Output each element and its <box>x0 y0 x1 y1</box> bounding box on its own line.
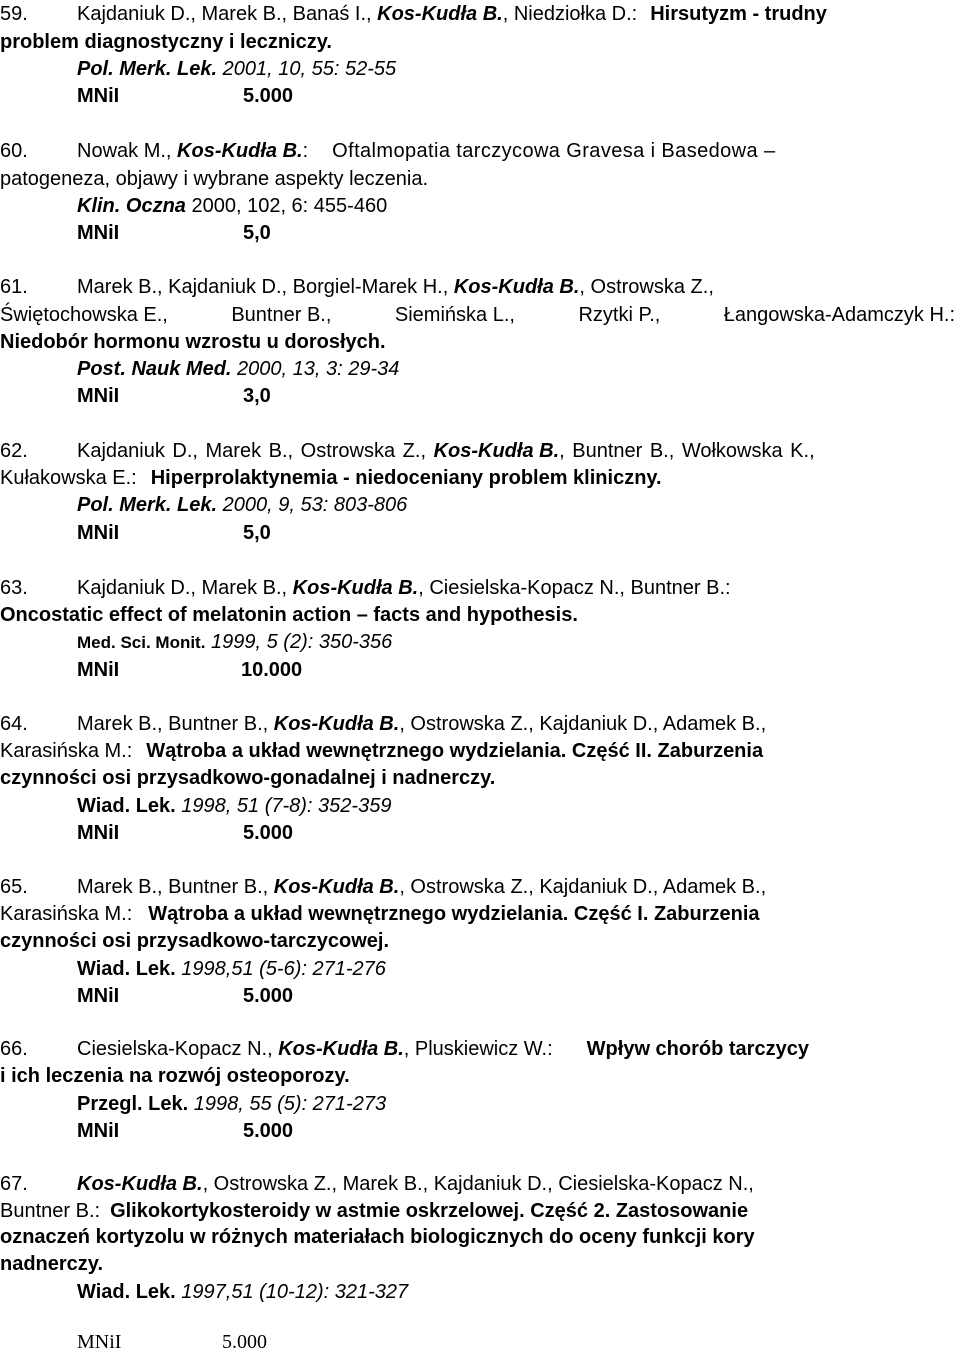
authors: Rzytki P., <box>578 304 661 326</box>
entry-60-citation <box>77 194 387 218</box>
authors: Łangowska-Adamczyk H.: <box>723 304 955 326</box>
entry-62-mnil <box>77 521 271 545</box>
author-highlight: Kos-Kudła B. <box>278 1038 404 1060</box>
citation: 2001, 10, 55: 52-55 <box>217 58 397 80</box>
journal: Wiad. Lek. <box>77 1281 176 1303</box>
journal: Klin. Oczna <box>77 195 186 217</box>
entry-64-line-2 <box>0 739 763 763</box>
entry-59-line-2 <box>0 30 332 54</box>
entry-67-mnil <box>77 1330 267 1354</box>
entry-63-line-1 <box>0 576 731 600</box>
authors: Ciesielska-Kopacz N., <box>77 1038 279 1060</box>
authors: Kajdaniuk D., Marek B., <box>77 577 293 599</box>
authors: Marek B., Buntner B., <box>77 713 274 735</box>
mnil-value: 5.000 <box>243 1120 294 1142</box>
article-title: patogeneza, objawy i wybrane aspekty leczenia. <box>0 168 429 190</box>
author-highlight: Kos-Kudła B. <box>273 876 400 898</box>
article-title: Wpływ chorób tarczycy <box>586 1038 809 1060</box>
mnil-value: 5,0 <box>243 522 271 544</box>
article-title: Oftalmopatia tarczycowa Gravesa i Basedowa – <box>332 140 776 162</box>
authors: Karasińska M.: <box>0 740 133 762</box>
authors: Siemińska L., <box>394 304 515 326</box>
author-highlight: Kos-Kudła B. <box>177 140 303 162</box>
authors: , Buntner B., Wołkowska K., <box>559 440 815 462</box>
entry-67-line-2 <box>0 1199 748 1223</box>
authors: Świętochowska E., <box>0 304 168 326</box>
entry-61-mnil <box>77 384 271 408</box>
authors: , Pluskiewicz W.: <box>403 1038 553 1060</box>
entry-number: 63. <box>0 577 28 599</box>
citation: 1997,51 (10-12): 321-327 <box>175 1281 409 1303</box>
article-title: czynności osi przysadkowo-tarczycowej. <box>0 930 390 952</box>
entry-number: 64. <box>0 713 28 735</box>
article-title: czynności osi przysadkowo-gonadalnej i nadnerczy. <box>0 767 496 789</box>
entry-67-citation <box>77 1280 408 1304</box>
authors: Marek B., <box>77 276 163 298</box>
article-title: problem diagnostyczny i leczniczy. <box>0 31 332 53</box>
entry-62-citation <box>77 493 407 517</box>
entry-64-mnil <box>77 821 294 845</box>
journal: Med. Sci. Monit. <box>77 633 206 652</box>
entry-60-line-1 <box>0 139 776 163</box>
article-title: oznaczeń kortyzolu w różnych materiałach biologicznych do oceny funkcji kory <box>0 1226 755 1248</box>
author-highlight: Kos-Kudła B. <box>377 3 503 25</box>
authors: : <box>302 140 309 162</box>
entry-62-line-1 <box>0 439 815 463</box>
authors: , Niedziołka D.: <box>502 3 638 25</box>
mnil-label: MNiI <box>77 85 120 107</box>
mnil-value: 3,0 <box>243 385 271 407</box>
mnil-label: MNiI <box>77 522 120 544</box>
authors: , Ostrowska Z., <box>579 276 714 298</box>
journal: Przegl. Lek. <box>77 1093 189 1115</box>
journal: Post. Nauk Med. <box>77 358 232 380</box>
article-title: Glikokortykosteroidy w astmie oskrzelowej. Część 2. Zastosowanie <box>110 1200 749 1222</box>
authors: , Ostrowska Z., Kajdaniuk D., Adamek B., <box>399 876 767 898</box>
entry-61-citation <box>77 357 399 381</box>
entry-65-line-2 <box>0 902 760 926</box>
entry-number: 60. <box>0 140 28 162</box>
entry-number: 59. <box>0 3 28 25</box>
authors: , Ciesielska-Kopacz N., Buntner B.: <box>418 577 731 599</box>
authors: , Ostrowska Z., Kajdaniuk D., Adamek B., <box>399 713 767 735</box>
authors: Karasińska M.: <box>0 903 133 925</box>
authors: Buntner B., <box>231 304 332 326</box>
mnil-label: MNiI <box>77 1331 122 1353</box>
citation: 1998, 51 (7-8): 352-359 <box>175 795 392 817</box>
entry-67-line-3 <box>0 1225 755 1249</box>
citation: 1998,51 (5-6): 271-276 <box>175 958 386 980</box>
entry-63-line-2 <box>0 603 578 627</box>
entry-66-mnil <box>77 1119 294 1143</box>
entry-63-mnil <box>77 658 303 682</box>
author-highlight: Kos-Kudła B. <box>77 1173 203 1195</box>
entry-65-mnil <box>77 984 294 1008</box>
article-title: Wątroba a układ wewnętrznego wydzielania. Część II. Zaburzenia <box>146 740 764 762</box>
entry-number: 67. <box>0 1173 28 1195</box>
entry-60-line-2 <box>0 167 428 191</box>
mnil-label: MNiI <box>77 985 120 1007</box>
entry-61-line-2 <box>0 303 955 327</box>
article-title: nadnerczy. <box>0 1253 103 1275</box>
entry-59-mnil <box>77 84 294 108</box>
entry-65-citation <box>77 957 386 981</box>
entry-61-line-3 <box>0 330 386 354</box>
entry-65-line-1 <box>0 875 766 899</box>
citation: 2000, 13, 3: 29-34 <box>231 358 400 380</box>
author-highlight: Kos-Kudła B. <box>273 713 400 735</box>
journal: Wiad. Lek. <box>77 958 176 980</box>
entry-66-line-2 <box>0 1064 350 1088</box>
mnil-value: 5.000 <box>243 985 294 1007</box>
entry-67-line-4 <box>0 1252 103 1276</box>
article-title: Hiperprolaktynemia - niedoceniany problem kliniczny. <box>150 467 662 489</box>
article-title: Wątroba a układ wewnętrznego wydzielania. Część I. Zaburzenia <box>148 903 760 925</box>
article-title: i ich leczenia na rozwój osteoporozy. <box>0 1065 350 1087</box>
entry-59-line-1 <box>0 2 827 26</box>
mnil-value: 5.000 <box>243 822 294 844</box>
entry-number: 65. <box>0 876 28 898</box>
entry-67-line-1 <box>0 1172 754 1196</box>
entry-65-line-3 <box>0 929 389 953</box>
entry-64-line-1 <box>0 712 766 736</box>
entry-62-line-2 <box>0 466 662 490</box>
authors: Kułakowska E.: <box>0 467 137 489</box>
mnil-label: MNiI <box>77 385 120 407</box>
entry-61-line-1 <box>0 275 714 299</box>
entry-63-citation <box>77 630 392 655</box>
entry-number: 62. <box>0 440 28 462</box>
entry-number: 66. <box>0 1038 28 1060</box>
authors: Kajdaniuk D., Marek B., Banaś I., <box>77 3 378 25</box>
entry-64-line-3 <box>0 766 495 790</box>
citation: 2000, 9, 53: 803-806 <box>217 494 408 516</box>
author-highlight: Kos-Kudła B. <box>453 276 580 298</box>
article-title: Niedobór hormonu wzrostu u dorosłych. <box>0 331 386 353</box>
author-highlight: Kos-Kudła B. <box>292 577 419 599</box>
journal: Wiad. Lek. <box>77 795 176 817</box>
mnil-label: MNiI <box>77 1120 120 1142</box>
citation: 2000, 102, 6: 455-460 <box>185 195 388 217</box>
entry-66-citation <box>77 1092 386 1116</box>
mnil-value: 5,0 <box>243 222 271 244</box>
entry-60-mnil <box>77 221 271 245</box>
authors: , Ostrowska Z., Marek B., Kajdaniuk D., Ciesielska-Kopacz N., <box>202 1173 754 1195</box>
citation: 1998, 55 (5): 271-273 <box>188 1093 387 1115</box>
authors: Kajdaniuk D., Marek B., Ostrowska Z., <box>77 440 434 462</box>
citation: 1999, 5 (2): 350-356 <box>205 631 393 653</box>
authors: Nowak M., <box>77 140 178 162</box>
mnil-value: 10.000 <box>241 659 303 681</box>
authors: Marek B., Buntner B., <box>77 876 274 898</box>
mnil-value: 5.000 <box>243 85 294 107</box>
journal: Pol. Merk. Lek. <box>77 58 218 80</box>
entry-66-line-1 <box>0 1037 809 1061</box>
entry-59-citation <box>77 57 396 81</box>
journal: Pol. Merk. Lek. <box>77 494 218 516</box>
mnil-value: 5.000 <box>222 1331 267 1353</box>
mnil-label: MNiI <box>77 222 120 244</box>
authors: Kajdaniuk D., <box>168 276 288 298</box>
article-title: Hirsutyzm - trudny <box>650 3 827 25</box>
entry-64-citation <box>77 794 391 818</box>
authors: Buntner B.: <box>0 1200 101 1222</box>
mnil-label: MNiI <box>77 659 120 681</box>
mnil-label: MNiI <box>77 822 120 844</box>
article-title: Oncostatic effect of melatonin action – facts and hypothesis. <box>0 604 578 626</box>
author-highlight: Kos-Kudła B. <box>433 440 560 462</box>
entry-number: 61. <box>0 276 28 298</box>
authors: Borgiel-Marek H., <box>292 276 449 298</box>
